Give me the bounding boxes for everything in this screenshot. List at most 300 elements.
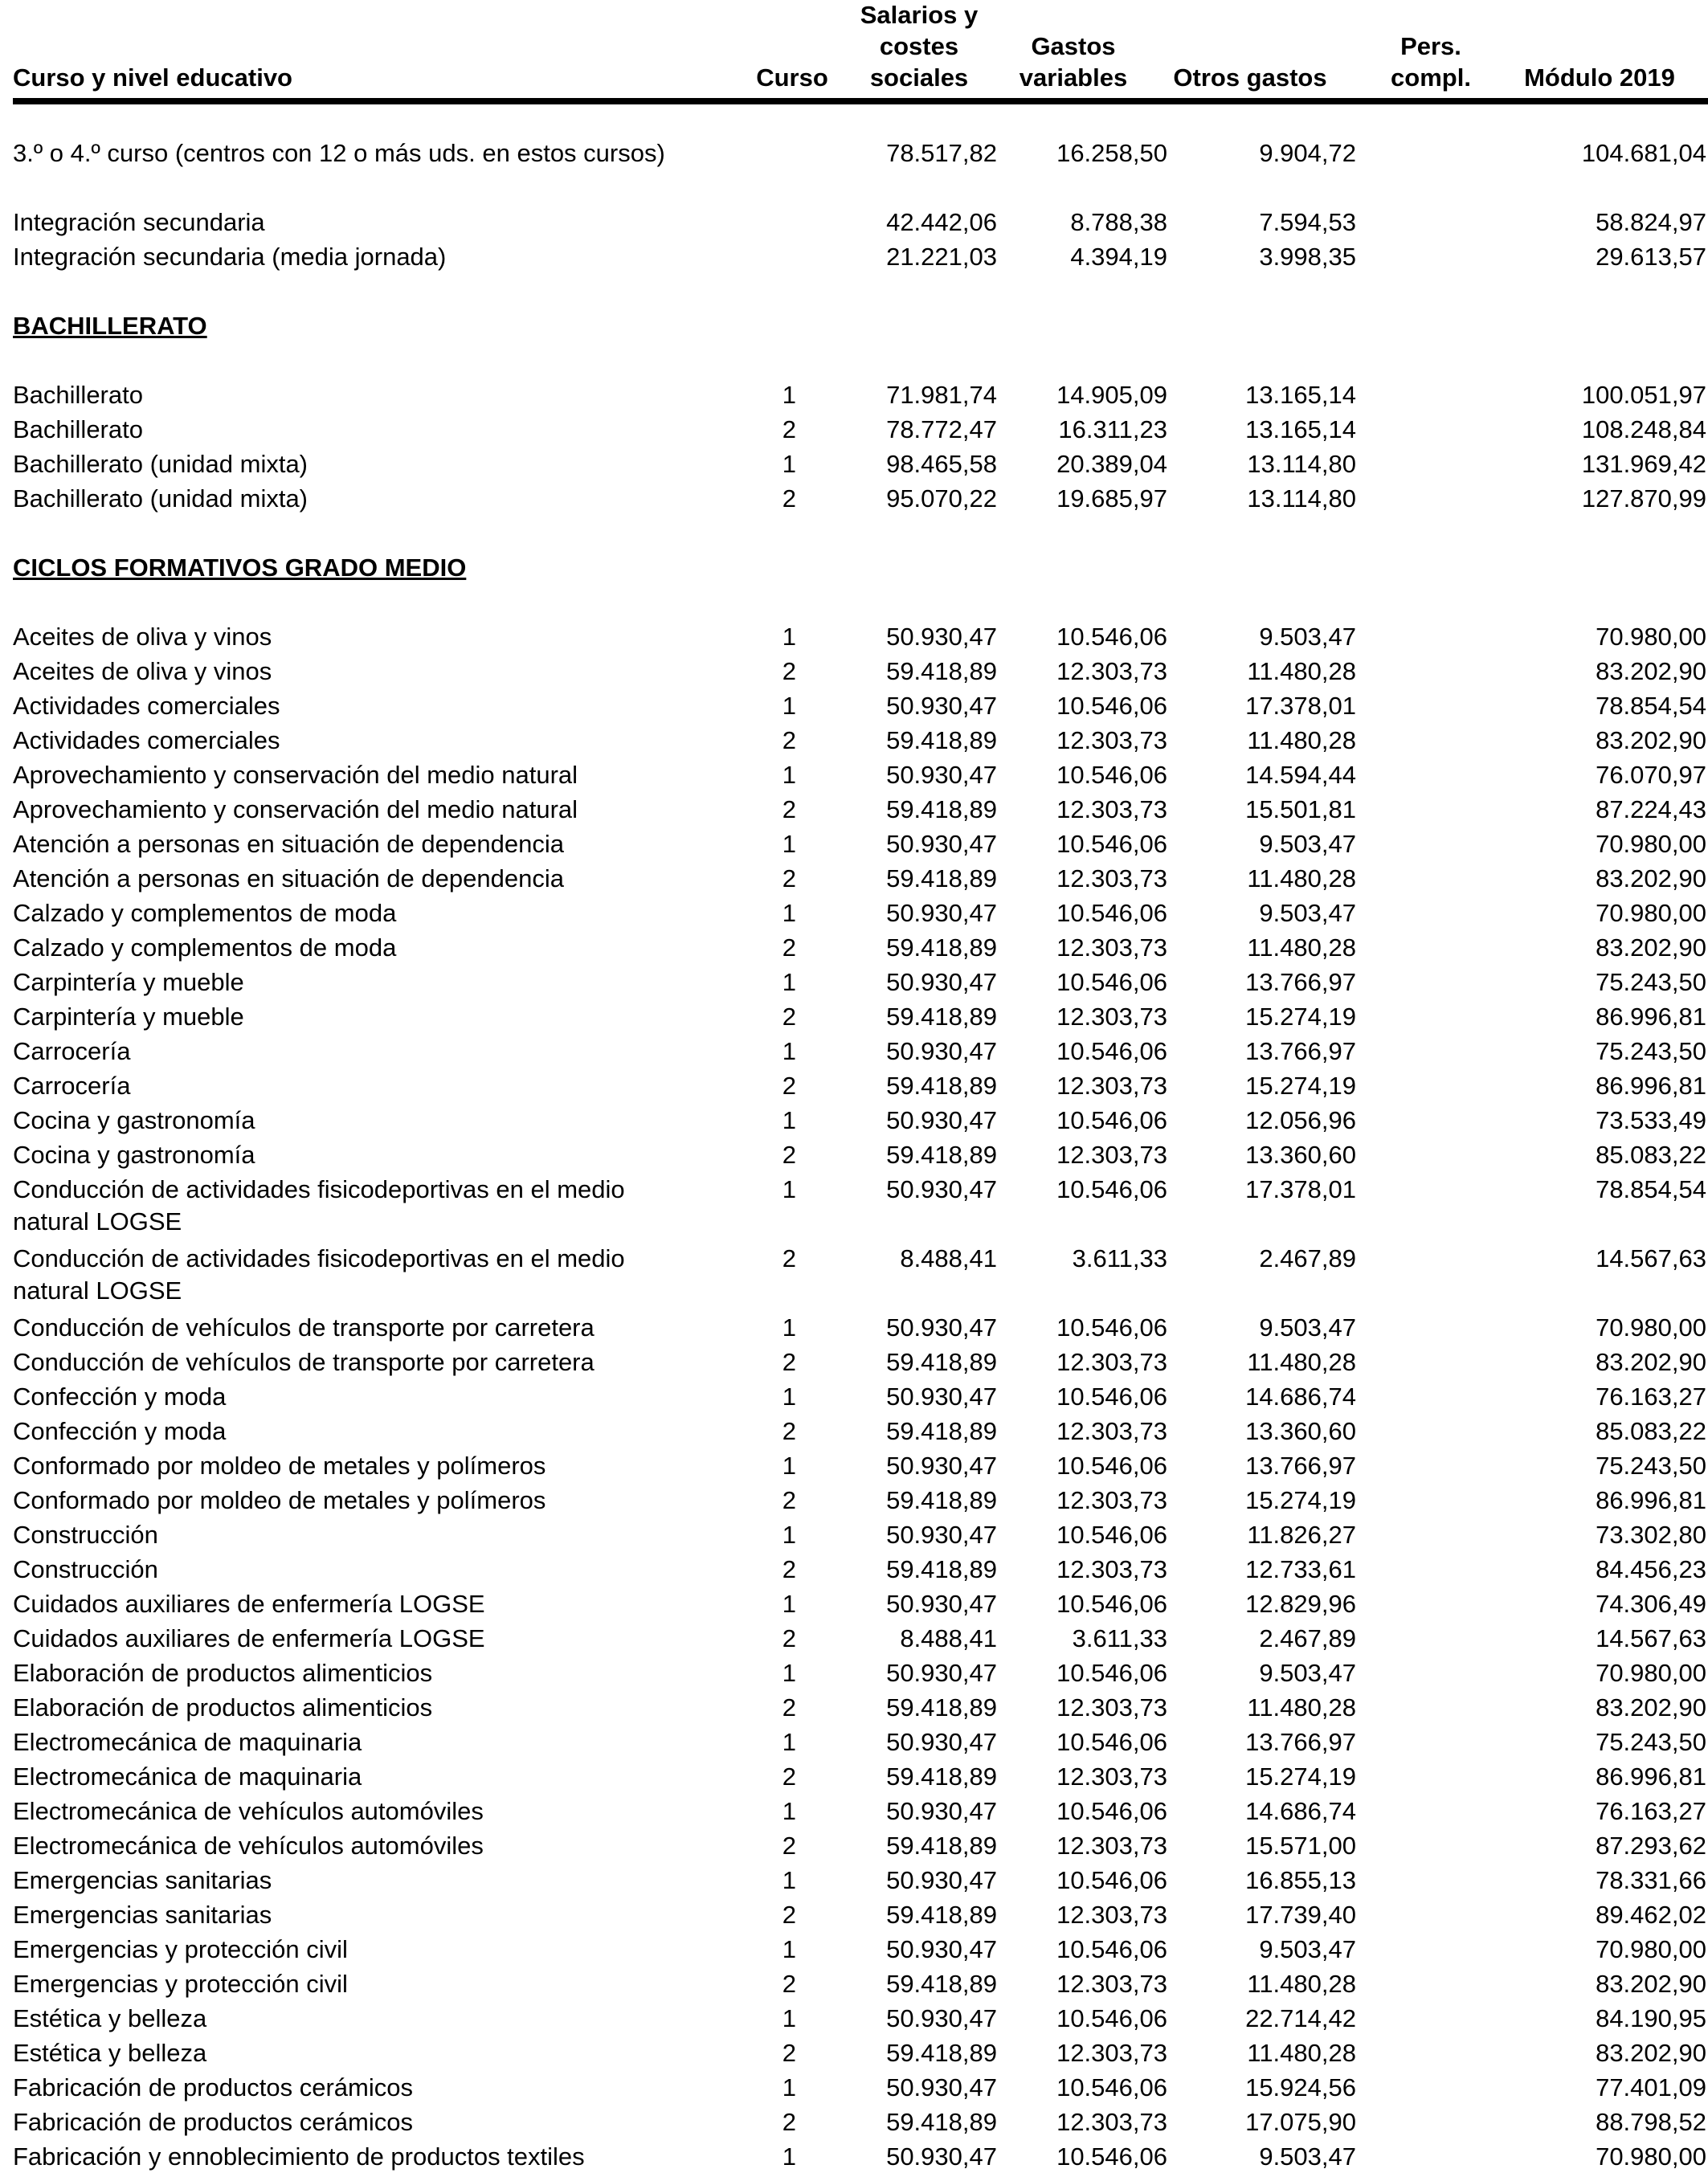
cell-curso: 2 (782, 1072, 796, 1100)
row-name: Conducción de vehículos de transporte por carretera (13, 1313, 595, 1342)
cell-modulo: 73.533,49 (1596, 1106, 1706, 1134)
cell-curso: 2 (782, 933, 796, 962)
row-name: Aprovechamiento y conservación del medio natural (13, 795, 578, 823)
cell-otros: 11.480,28 (1247, 933, 1356, 962)
cell-variables: 10.546,06 (1056, 1106, 1167, 1134)
row-name: Conformado por moldeo de metales y polímeros (13, 1452, 546, 1480)
row-name: Carpintería y mueble (13, 1003, 244, 1031)
cell-variables: 19.685,97 (1056, 484, 1167, 513)
row-name: Conformado por moldeo de metales y polímeros (13, 1486, 546, 1514)
cell-salarios: 59.418,89 (886, 1555, 997, 1583)
cell-otros: 11.480,28 (1247, 864, 1356, 892)
cell-otros: 11.826,27 (1247, 1521, 1356, 1549)
row-name: Fabricación y ennoblecimiento de productos textiles (13, 2142, 585, 2171)
cell-modulo: 84.190,95 (1596, 2004, 1706, 2032)
table-row (13, 964, 1708, 999)
row-name: Integración secundaria (media jornada) (13, 243, 447, 271)
row-name: Bachillerato (13, 415, 143, 443)
cell-otros: 13.360,60 (1245, 1417, 1356, 1445)
cell-curso: 2 (782, 1762, 796, 1791)
cell-salarios: 50.930,47 (886, 2073, 997, 2101)
cell-variables: 12.303,73 (1056, 1693, 1167, 1722)
cell-salarios: 59.418,89 (886, 1486, 997, 1514)
table-row (13, 2069, 1708, 2104)
cell-modulo: 76.163,27 (1596, 1383, 1706, 1411)
cell-salarios: 50.930,47 (886, 692, 997, 720)
cell-variables: 14.905,09 (1056, 381, 1167, 409)
table-row (13, 2104, 1708, 2138)
table-row (13, 2138, 1708, 2173)
table-row (13, 1033, 1708, 1068)
cell-variables: 16.258,50 (1056, 139, 1167, 167)
cell-variables: 10.546,06 (1056, 2073, 1167, 2101)
cell-modulo: 86.996,81 (1596, 1072, 1706, 1100)
section-title: BACHILLERATO (13, 312, 207, 340)
cell-variables: 10.546,06 (1056, 1452, 1167, 1480)
table-row (13, 1448, 1708, 1482)
cell-modulo: 89.462,02 (1596, 1901, 1706, 1929)
row-name: 3.º o 4.º curso (centros con 12 o más uds. en estos cursos) (13, 139, 665, 167)
cell-otros: 15.274,19 (1245, 1072, 1356, 1100)
row-name: Bachillerato (unidad mixta) (13, 450, 309, 478)
cell-otros: 2.467,89 (1259, 1624, 1356, 1652)
row-name: Electromecánica de vehículos automóviles (13, 1797, 484, 1825)
row-name: Electromecánica de maquinaria (13, 1728, 362, 1756)
cell-variables: 10.546,06 (1056, 1590, 1167, 1618)
cell-curso: 2 (782, 1693, 796, 1722)
cell-variables: 10.546,06 (1056, 968, 1167, 996)
cell-otros: 15.274,19 (1245, 1486, 1356, 1514)
cell-curso: 2 (782, 1003, 796, 1031)
cell-variables: 12.303,73 (1056, 726, 1167, 754)
row-name: Elaboración de productos alimenticios (13, 1659, 433, 1687)
table-row (13, 480, 1708, 515)
row-name: Actividades comerciales (13, 692, 280, 720)
cell-salarios: 50.930,47 (886, 830, 997, 858)
table-row (13, 1793, 1708, 1828)
table-row (13, 1171, 1708, 1240)
cell-variables: 12.303,73 (1056, 1832, 1167, 1860)
cell-modulo: 86.996,81 (1596, 1003, 1706, 1031)
cell-salarios: 59.418,89 (886, 795, 997, 823)
cell-salarios: 59.418,89 (886, 1762, 997, 1791)
cell-salarios: 50.930,47 (886, 1037, 997, 1065)
cell-variables: 10.546,06 (1056, 1313, 1167, 1342)
table-row (13, 239, 1708, 273)
cell-otros: 15.924,56 (1245, 2073, 1356, 2101)
cell-curso: 1 (782, 968, 796, 996)
table-row (13, 204, 1708, 239)
table-row (13, 1931, 1708, 1966)
cell-modulo: 75.243,50 (1596, 1037, 1706, 1065)
cell-variables: 12.303,73 (1056, 1417, 1167, 1445)
cell-salarios: 50.930,47 (886, 1590, 997, 1618)
cell-variables: 12.303,73 (1056, 1486, 1167, 1514)
row-name: Fabricación de productos cerámicos (13, 2108, 413, 2136)
row-name: Confección y moda (13, 1417, 227, 1445)
cell-variables: 10.546,06 (1056, 1866, 1167, 1894)
cell-salarios: 59.418,89 (886, 1417, 997, 1445)
cell-curso: 1 (782, 1590, 796, 1618)
cell-curso: 2 (782, 484, 796, 513)
header-name: Curso y nivel educativo (13, 63, 292, 92)
table-row (13, 1240, 1708, 1309)
cell-curso: 1 (782, 1659, 796, 1687)
cell-otros: 11.480,28 (1247, 2039, 1356, 2067)
row-name: Atención a personas en situación de dependencia (13, 864, 564, 892)
row-name: Fabricación de productos cerámicos (13, 2073, 413, 2101)
cell-modulo: 83.202,90 (1596, 1693, 1706, 1722)
cell-curso: 2 (782, 1901, 796, 1929)
row-name: Bachillerato (unidad mixta) (13, 484, 309, 513)
cell-variables: 3.611,33 (1072, 1624, 1167, 1652)
cell-modulo: 76.163,27 (1596, 1797, 1706, 1825)
cell-modulo: 78.854,54 (1596, 1175, 1706, 1203)
cell-salarios: 59.418,89 (886, 1348, 997, 1376)
table-row (13, 688, 1708, 722)
cell-curso: 1 (782, 692, 796, 720)
table-row (13, 1551, 1708, 1586)
cell-curso: 1 (782, 450, 796, 478)
row-name: Cuidados auxiliares de enfermería LOGSE (13, 1590, 485, 1618)
cell-variables: 10.546,06 (1056, 830, 1167, 858)
table-row (13, 1689, 1708, 1724)
table-row (13, 929, 1708, 964)
cell-variables: 12.303,73 (1056, 1555, 1167, 1583)
cell-variables: 12.303,73 (1056, 1072, 1167, 1100)
header-modulo: Módulo 2019 (1524, 63, 1675, 92)
cell-curso: 1 (782, 1106, 796, 1134)
cell-variables: 10.546,06 (1056, 623, 1167, 651)
row-name: Carrocería (13, 1072, 131, 1100)
cell-modulo: 70.980,00 (1596, 830, 1706, 858)
cell-modulo: 74.306,49 (1596, 1590, 1706, 1618)
cell-curso: 1 (782, 1037, 796, 1065)
cell-curso: 2 (782, 1244, 796, 1272)
cell-curso: 1 (782, 2073, 796, 2101)
cell-salarios: 50.930,47 (886, 1175, 997, 1203)
table-row (13, 1655, 1708, 1689)
cell-curso: 1 (782, 1935, 796, 1963)
cell-curso: 2 (782, 1624, 796, 1652)
row-name: Calzado y complementos de moda (13, 899, 397, 927)
cell-modulo: 14.567,63 (1596, 1624, 1706, 1652)
cell-otros: 17.739,40 (1245, 1901, 1356, 1929)
cell-otros: 11.480,28 (1247, 726, 1356, 754)
cell-modulo: 77.401,09 (1596, 2073, 1706, 2101)
cell-otros: 13.165,14 (1245, 381, 1356, 409)
cell-variables: 16.311,23 (1058, 415, 1167, 443)
cell-curso: 1 (782, 1383, 796, 1411)
cell-otros: 12.733,61 (1245, 1555, 1356, 1583)
row-name: Bachillerato (13, 381, 143, 409)
table-row (13, 999, 1708, 1033)
cell-variables: 12.303,73 (1056, 1003, 1167, 1031)
row-name: Construcción (13, 1521, 158, 1549)
cell-curso: 2 (782, 2108, 796, 2136)
cell-modulo: 70.980,00 (1596, 1313, 1706, 1342)
cell-salarios: 50.930,47 (886, 899, 997, 927)
table-row (13, 1102, 1708, 1137)
row-name: Conducción de actividades fisicodeportivas en el medio natural LOGSE (13, 1175, 625, 1236)
cell-otros: 9.503,47 (1259, 1935, 1356, 1963)
cell-salarios: 50.930,47 (886, 2004, 997, 2032)
cell-variables: 10.546,06 (1056, 1383, 1167, 1411)
cell-variables: 10.546,06 (1056, 1175, 1167, 1203)
cell-variables: 10.546,06 (1056, 1797, 1167, 1825)
row-name: Atención a personas en situación de dependencia (13, 830, 564, 858)
header-rule (13, 98, 1708, 104)
cell-otros: 11.480,28 (1247, 1348, 1356, 1376)
table-row (13, 757, 1708, 791)
cell-modulo: 85.083,22 (1596, 1141, 1706, 1169)
row-name: Emergencias y protección civil (13, 1935, 348, 1963)
table-header (13, 0, 1708, 104)
cell-variables: 10.546,06 (1056, 761, 1167, 789)
table-row (13, 135, 1708, 204)
cell-curso: 1 (782, 761, 796, 789)
cell-otros: 9.503,47 (1259, 623, 1356, 651)
cell-modulo: 73.302,80 (1596, 1521, 1706, 1549)
cell-curso: 2 (782, 2039, 796, 2067)
cell-otros: 14.686,74 (1245, 1383, 1356, 1411)
cell-variables: 10.546,06 (1056, 1037, 1167, 1065)
table-row (13, 2000, 1708, 2035)
table-row (13, 1137, 1708, 1171)
cell-salarios: 50.930,47 (886, 1383, 997, 1411)
row-name: Conducción de actividades fisicodeportivas en el medio natural LOGSE (13, 1244, 625, 1305)
cell-otros: 13.766,97 (1245, 968, 1356, 996)
table-row (13, 1897, 1708, 1931)
cell-curso: 2 (782, 864, 796, 892)
cell-variables: 12.303,73 (1056, 657, 1167, 685)
cell-curso: 1 (782, 2004, 796, 2032)
cell-variables: 12.303,73 (1056, 1141, 1167, 1169)
cell-modulo: 83.202,90 (1596, 657, 1706, 685)
cell-otros: 15.501,81 (1245, 795, 1356, 823)
cell-salarios: 50.930,47 (886, 1935, 997, 1963)
cell-modulo: 88.798,52 (1596, 2108, 1706, 2136)
cell-salarios: 59.418,89 (886, 1832, 997, 1860)
cell-modulo: 76.070,97 (1596, 761, 1706, 789)
cell-variables: 8.788,38 (1070, 208, 1167, 236)
table-row (13, 411, 1708, 446)
cell-salarios: 50.930,47 (886, 1452, 997, 1480)
cell-salarios: 78.517,82 (886, 139, 997, 167)
cell-variables: 12.303,73 (1056, 933, 1167, 962)
cell-curso: 1 (782, 381, 796, 409)
cell-modulo: 87.224,43 (1596, 795, 1706, 823)
cell-curso: 1 (782, 830, 796, 858)
cell-salarios: 50.930,47 (886, 1659, 997, 1687)
cell-otros: 17.378,01 (1245, 1175, 1356, 1203)
cell-modulo: 87.293,62 (1596, 1832, 1706, 1860)
table-row (13, 1724, 1708, 1758)
cell-modulo: 127.870,99 (1581, 484, 1706, 513)
cell-salarios: 59.418,89 (886, 1901, 997, 1929)
row-name: Electromecánica de vehículos automóviles (13, 1832, 484, 1860)
row-name: Construcción (13, 1555, 158, 1583)
header-curso: Curso (756, 63, 828, 92)
cell-salarios: 42.442,06 (886, 208, 997, 236)
cell-otros: 7.594,53 (1259, 208, 1356, 236)
cell-modulo: 70.980,00 (1596, 2142, 1706, 2171)
cell-modulo: 83.202,90 (1596, 726, 1706, 754)
cell-curso: 1 (782, 623, 796, 651)
cell-modulo: 75.243,50 (1596, 1452, 1706, 1480)
cell-salarios: 59.418,89 (886, 1072, 997, 1100)
cell-modulo: 70.980,00 (1596, 899, 1706, 927)
cell-salarios: 71.981,74 (886, 381, 997, 409)
cell-variables: 10.546,06 (1056, 1659, 1167, 1687)
cell-otros: 14.594,44 (1245, 761, 1356, 789)
cell-variables: 12.303,73 (1056, 795, 1167, 823)
cell-variables: 12.303,73 (1056, 1901, 1167, 1929)
cell-salarios: 59.418,89 (886, 726, 997, 754)
cell-variables: 12.303,73 (1056, 1970, 1167, 1998)
cell-salarios: 50.930,47 (886, 1728, 997, 1756)
cell-salarios: 8.488,41 (900, 1624, 997, 1652)
table-row (13, 1758, 1708, 1793)
table-row (13, 1862, 1708, 1897)
table-row (13, 826, 1708, 860)
cell-otros: 22.714,42 (1245, 2004, 1356, 2032)
table-row (13, 1482, 1708, 1517)
row-name: Cuidados auxiliares de enfermería LOGSE (13, 1624, 485, 1652)
row-name: Aprovechamiento y conservación del medio natural (13, 761, 578, 789)
cell-modulo: 75.243,50 (1596, 968, 1706, 996)
table-row (13, 1413, 1708, 1448)
row-name: Emergencias y protección civil (13, 1970, 348, 1998)
cell-otros: 9.503,47 (1259, 1313, 1356, 1342)
section-title: CICLOS FORMATIVOS GRADO MEDIO (13, 553, 467, 582)
cell-curso: 1 (782, 1797, 796, 1825)
cell-curso: 2 (782, 1348, 796, 1376)
cell-curso: 1 (782, 1728, 796, 1756)
cell-modulo: 86.996,81 (1596, 1486, 1706, 1514)
section-heading-row (13, 308, 1708, 342)
header-salarios: Salarios y costes sociales (860, 1, 979, 92)
cell-curso: 1 (782, 1521, 796, 1549)
cell-salarios: 59.418,89 (886, 1693, 997, 1722)
table-row (13, 895, 1708, 929)
table-row (13, 722, 1708, 757)
cell-variables: 12.303,73 (1056, 864, 1167, 892)
cell-curso: 2 (782, 1555, 796, 1583)
cell-modulo: 83.202,90 (1596, 864, 1706, 892)
table-row (13, 2035, 1708, 2069)
cell-modulo: 83.202,90 (1596, 1348, 1706, 1376)
cell-curso: 2 (782, 795, 796, 823)
cell-otros: 9.904,72 (1259, 139, 1356, 167)
cell-curso: 1 (782, 899, 796, 927)
cell-otros: 12.056,96 (1245, 1106, 1356, 1134)
table-row (13, 1586, 1708, 1620)
cell-otros: 11.480,28 (1247, 1970, 1356, 1998)
cell-modulo: 83.202,90 (1596, 933, 1706, 962)
cell-salarios: 50.930,47 (886, 2142, 997, 2171)
row-name: Emergencias sanitarias (13, 1866, 272, 1894)
row-name: Confección y moda (13, 1383, 227, 1411)
cell-otros: 13.165,14 (1245, 415, 1356, 443)
cell-otros: 17.075,90 (1245, 2108, 1356, 2136)
row-name: Aceites de oliva y vinos (13, 657, 272, 685)
row-name: Estética y belleza (13, 2039, 207, 2067)
cell-modulo: 58.824,97 (1596, 208, 1706, 236)
cell-salarios: 98.465,58 (886, 450, 997, 478)
cell-otros: 15.571,00 (1245, 1832, 1356, 1860)
cell-variables: 10.546,06 (1056, 2142, 1167, 2171)
cell-modulo: 131.969,42 (1581, 450, 1706, 478)
cell-curso: 2 (782, 1970, 796, 1998)
cell-otros: 2.467,89 (1259, 1244, 1356, 1272)
cell-modulo: 70.980,00 (1596, 623, 1706, 651)
cell-salarios: 8.488,41 (900, 1244, 997, 1272)
table-row (13, 1966, 1708, 2000)
cell-modulo: 29.613,57 (1596, 243, 1706, 271)
cell-variables: 10.546,06 (1056, 1521, 1167, 1549)
header-otros: Otros gastos (1173, 63, 1327, 92)
table-row (13, 860, 1708, 895)
cell-salarios: 50.930,47 (886, 1521, 997, 1549)
cell-otros: 11.480,28 (1247, 1693, 1356, 1722)
row-name: Aceites de oliva y vinos (13, 623, 272, 651)
cell-otros: 13.114,80 (1247, 450, 1356, 478)
cell-salarios: 59.418,89 (886, 864, 997, 892)
table-row (13, 791, 1708, 826)
cell-salarios: 59.418,89 (886, 657, 997, 685)
cell-variables: 12.303,73 (1056, 2039, 1167, 2067)
cell-curso: 1 (782, 1866, 796, 1894)
cell-modulo: 83.202,90 (1596, 2039, 1706, 2067)
table-row (13, 1068, 1708, 1102)
cell-modulo: 83.202,90 (1596, 1970, 1706, 1998)
cell-salarios: 95.070,22 (886, 484, 997, 513)
table-row (13, 377, 1708, 411)
table-row (13, 1517, 1708, 1551)
row-name: Calzado y complementos de moda (13, 933, 397, 962)
table-row (13, 619, 1708, 653)
row-name: Conducción de vehículos de transporte por carretera (13, 1348, 595, 1376)
cell-variables: 3.611,33 (1072, 1244, 1167, 1272)
cell-otros: 9.503,47 (1259, 1659, 1356, 1687)
cell-curso: 2 (782, 415, 796, 443)
cell-variables: 10.546,06 (1056, 1935, 1167, 1963)
cell-otros: 16.855,13 (1245, 1866, 1356, 1894)
cell-curso: 2 (782, 1417, 796, 1445)
cell-salarios: 21.221,03 (886, 243, 997, 271)
row-name: Estética y belleza (13, 2004, 207, 2032)
cell-variables: 10.546,06 (1056, 692, 1167, 720)
cell-modulo: 75.243,50 (1596, 1728, 1706, 1756)
cell-otros: 9.503,47 (1259, 830, 1356, 858)
cell-salarios: 59.418,89 (886, 2108, 997, 2136)
table-row (13, 1309, 1708, 1344)
cell-otros: 3.998,35 (1259, 243, 1356, 271)
cell-otros: 13.766,97 (1245, 1037, 1356, 1065)
cell-variables: 12.303,73 (1056, 1348, 1167, 1376)
cell-salarios: 59.418,89 (886, 2039, 997, 2067)
cell-variables: 20.389,04 (1056, 450, 1167, 478)
cell-curso: 1 (782, 2142, 796, 2171)
cell-salarios: 59.418,89 (886, 933, 997, 962)
cell-modulo: 104.681,04 (1581, 139, 1706, 167)
row-name: Emergencias sanitarias (13, 1901, 272, 1929)
cell-modulo: 108.248,84 (1581, 415, 1706, 443)
row-name: Integración secundaria (13, 208, 265, 236)
cell-modulo: 14.567,63 (1596, 1244, 1706, 1272)
cell-modulo: 70.980,00 (1596, 1659, 1706, 1687)
